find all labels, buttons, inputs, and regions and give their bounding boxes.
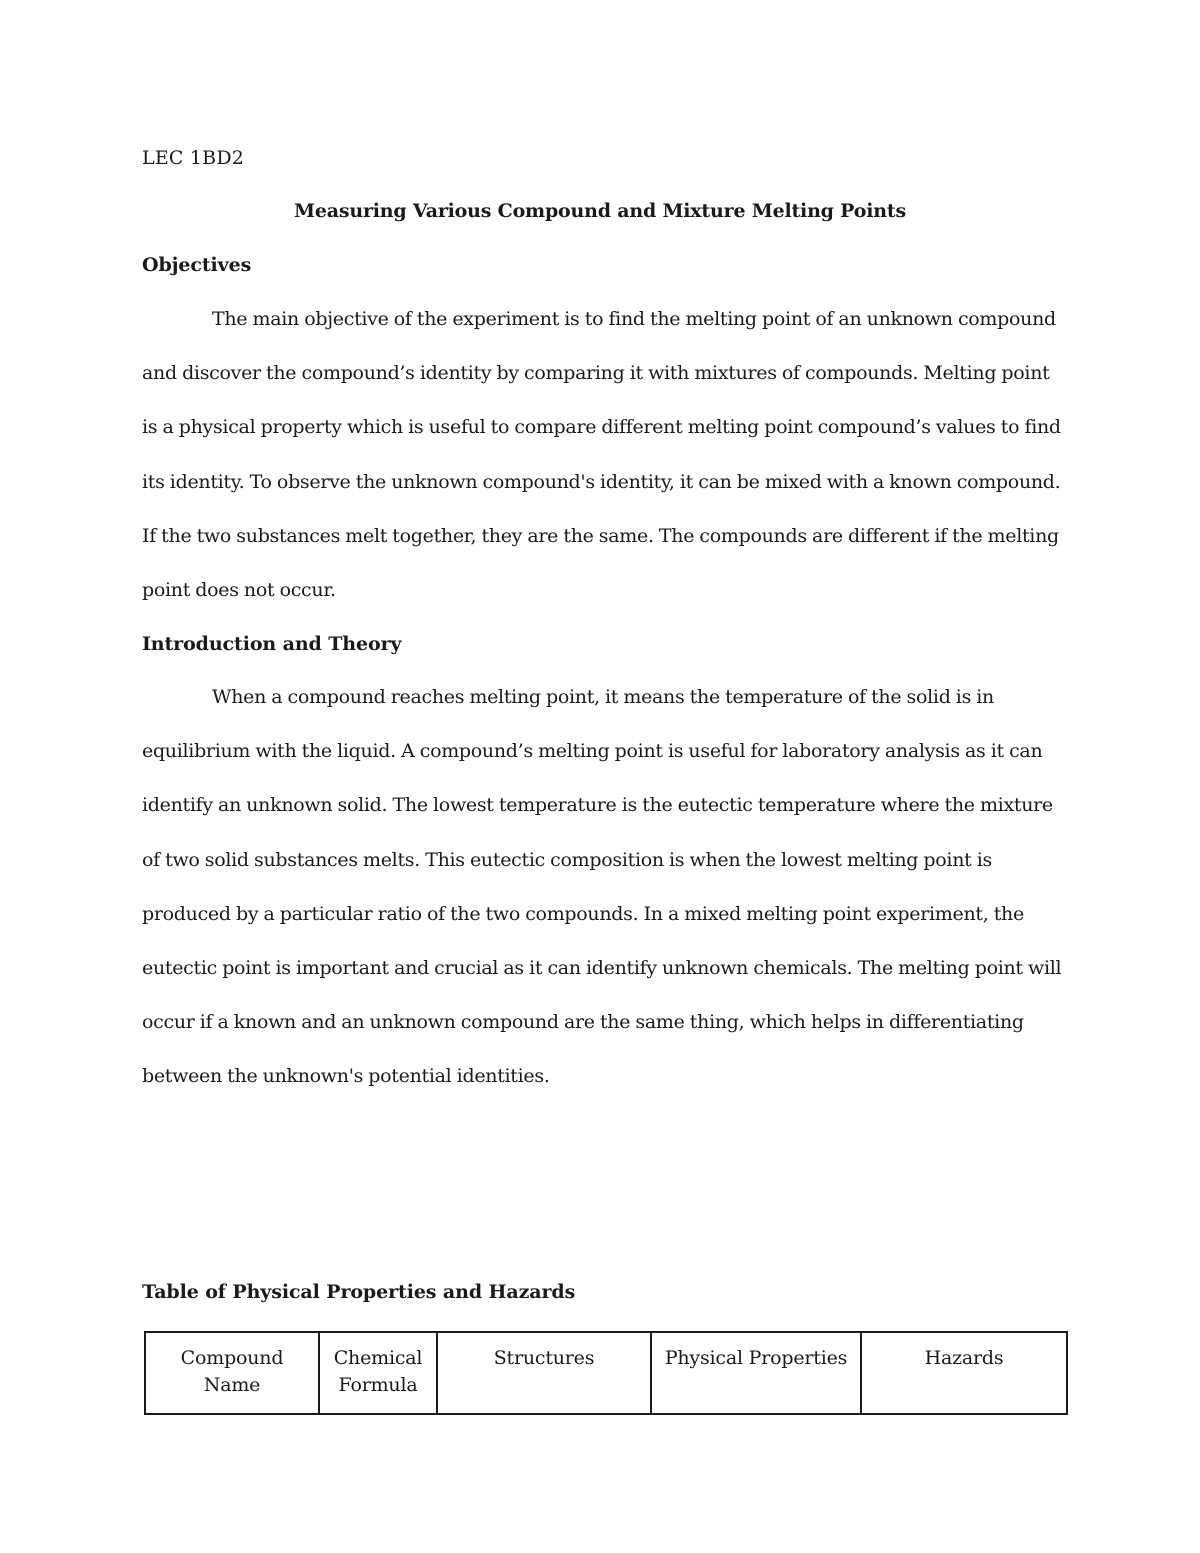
properties-table: [144, 1331, 1068, 1415]
introduction-heading: Introduction and Theory: [142, 633, 402, 655]
column-header-physical-properties: Physical Properties: [651, 1332, 861, 1414]
introduction-paragraph: When a compound reaches melting point, it means the temperature of the solid is in equilibrium with the liquid. A compound’s melting point is useful for laboratory analysis as it can identify an unknown solid. The lowest temperature is the eutectic temperature where the mixture of two solid substances melts. This eutectic composition is when the lowest melting point is produced by a particular ratio of the two compounds. In a mixed melting point experiment, the eutectic point is important and crucial as it can identify unknown chemicals. The melting point will occur if a known and an unknown compound are the same thing, which helps in differentiating between the unknown's potential identities.: [142, 686, 1062, 1088]
course-code: LEC 1BD2: [142, 147, 245, 169]
column-header-hazards: Hazards: [861, 1332, 1067, 1414]
column-header-compound-name: Compound Name: [145, 1332, 319, 1414]
table-heading: Table of Physical Properties and Hazards: [142, 1281, 576, 1303]
column-header-structures: Structures: [437, 1332, 651, 1414]
column-header-chemical-formula: Chemical Formula: [319, 1332, 437, 1414]
objectives-heading: Objectives: [142, 254, 252, 276]
document-title: Measuring Various Compound and Mixture Melting Points: [294, 200, 906, 222]
objectives-paragraph: The main objective of the experiment is to find the melting point of an unknown compound and discover the compound’s identity by comparing it with mixtures of compounds. Melting point is a physical property which is useful to compare different melting point compound’s values to find its identity. To observe the unknown compound's identity, it can be mixed with a known compound. If the two substances melt together, they are the same. The compounds are different if the melting point does not occur.: [142, 308, 1061, 602]
table-header-row: [145, 1332, 1067, 1414]
